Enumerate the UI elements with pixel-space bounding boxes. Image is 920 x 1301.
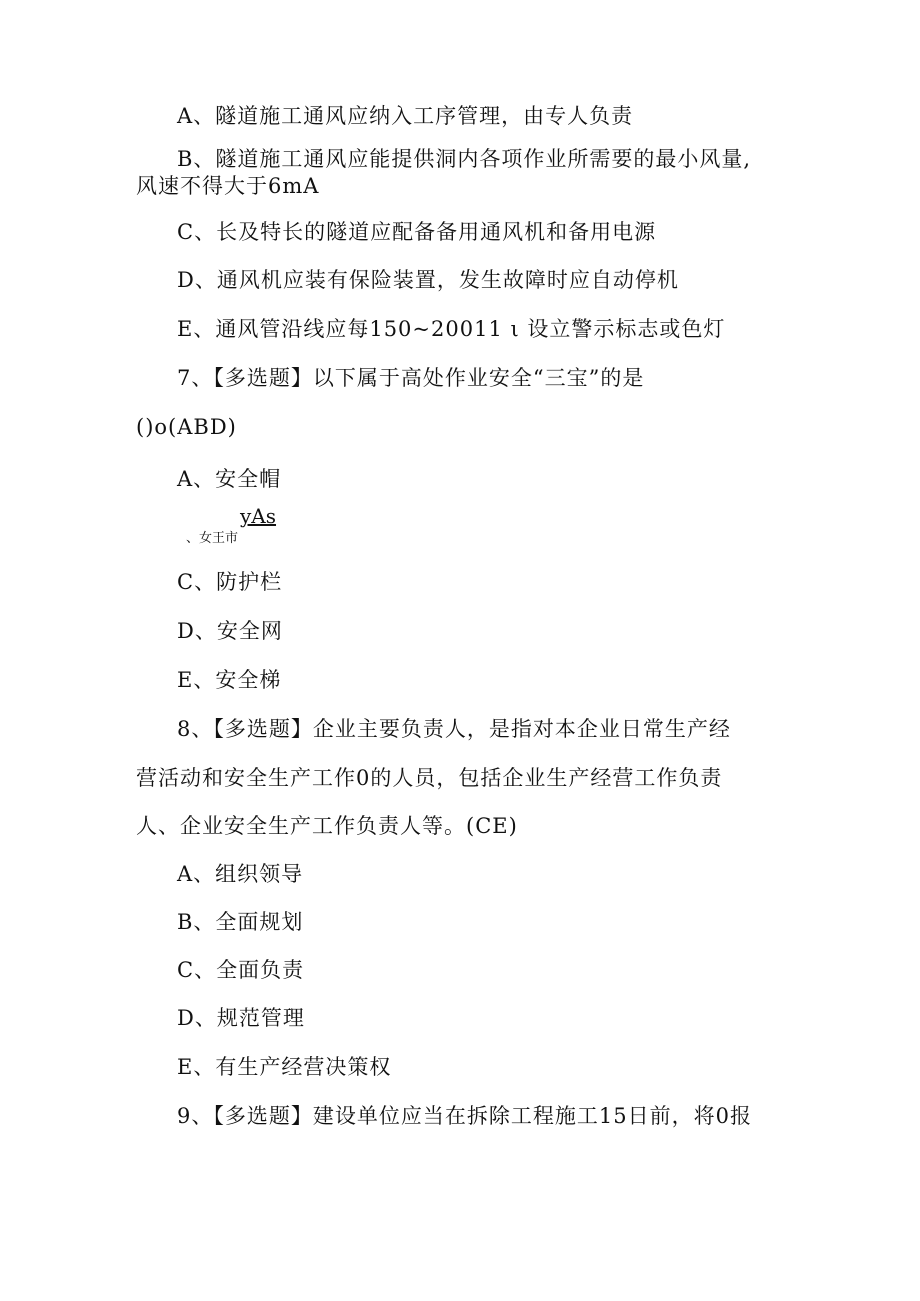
option-7e: E、安全梯 [177,668,282,692]
option-8b: B、全面规划 [177,910,304,934]
question-7: 7、【多选题】以下属于高处作业安全“三宝”的是 [177,366,645,390]
option-8d: D、规范管理 [177,1006,305,1030]
option-6e: E、通风管沿线应每150~20011 ι 设立警示标志或色灯 [177,317,726,341]
garbled-top-text: yAs [240,504,277,528]
option-7a: A、安全帽 [177,467,282,491]
option-7d: D、安全网 [177,619,283,643]
option-8e: E、有生产经营决策权 [177,1055,392,1079]
option-7c: C、防护栏 [177,570,283,594]
option-6c: C、长及特长的隧道应配备备用通风机和备用电源 [177,220,657,244]
option-6d: D、通风机应装有保险装置，发生故障时应自动停机 [177,268,679,292]
option-8c: C、全面负责 [177,958,305,982]
garbled-bottom-text: 、女王市 [186,531,239,546]
option-8a: A、组织领导 [177,862,304,886]
question-8-continued: 营活动和安全生产工作0的人员，包括企业生产经营工作负责 [136,766,723,790]
option-6a: A、隧道施工通风应纳入工序管理，由专人负责 [177,104,634,128]
question-8: 8、【多选题】企业主要负责人，是指对本企业日常生产经 [177,717,731,741]
question-8-answer: 人、企业安全生产工作负责人等。(CE) [136,814,518,838]
option-7b-garbled [186,505,286,555]
option-6b: B、隧道施工通风应能提供洞内各项作业所需要的最小风量, [177,147,752,171]
option-6b-continued: 风速不得大于6mA [136,174,320,198]
question-9: 9、【多选题】建设单位应当在拆除工程施工15日前，将0报 [177,1104,752,1128]
question-7-answer: ()o(ABD) [136,415,237,439]
